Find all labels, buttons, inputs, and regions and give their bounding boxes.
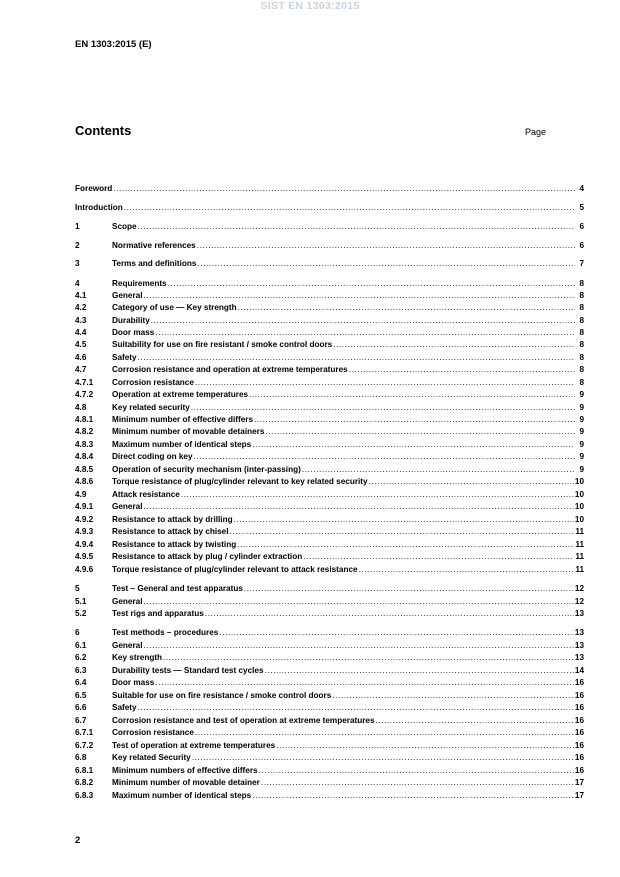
toc-entry[interactable] bbox=[75, 740, 584, 752]
toc-entry-number: 3 bbox=[75, 259, 80, 268]
toc-entry-page: 8 bbox=[579, 353, 584, 362]
toc-entry-number: 4.9.5 bbox=[75, 552, 94, 561]
toc-entry-title: Test of operation at extreme temperatures bbox=[112, 741, 276, 750]
toc-entry-title: Suitability for use on fire resistant / smoke control doors bbox=[112, 340, 333, 349]
toc-dot-leader bbox=[261, 777, 574, 789]
toc-entry[interactable] bbox=[75, 777, 584, 789]
toc-entry-title: General bbox=[112, 502, 143, 511]
toc-dot-leader bbox=[237, 539, 574, 551]
toc-entry[interactable] bbox=[75, 627, 584, 639]
toc-entry[interactable] bbox=[75, 389, 584, 401]
toc-entry[interactable] bbox=[75, 690, 584, 702]
toc-entry-title: Safety bbox=[112, 353, 137, 362]
toc-entry-number: 4.6 bbox=[75, 353, 87, 362]
toc-entry[interactable] bbox=[75, 364, 584, 376]
toc-entry[interactable] bbox=[75, 514, 584, 526]
toc-entry-number: 6.6 bbox=[75, 703, 87, 712]
toc-entry[interactable] bbox=[75, 677, 584, 689]
toc-entry[interactable] bbox=[75, 339, 584, 351]
toc-dot-leader bbox=[234, 514, 574, 526]
toc-entry-number: 4.9.6 bbox=[75, 565, 94, 574]
toc-entry[interactable] bbox=[75, 702, 584, 714]
toc-dot-leader bbox=[265, 426, 575, 438]
contents-heading: Contents bbox=[75, 123, 132, 138]
toc-entry-page: 6 bbox=[579, 222, 584, 231]
page-number: 2 bbox=[75, 835, 81, 846]
toc-entry-page: 8 bbox=[579, 291, 584, 300]
toc-entry-page: 9 bbox=[579, 440, 584, 449]
toc-entry-title: Corrosion resistance bbox=[112, 728, 194, 737]
toc-entry-title: Scope bbox=[112, 222, 137, 231]
toc-entry[interactable] bbox=[75, 665, 584, 677]
toc-entry[interactable] bbox=[75, 652, 584, 664]
toc-entry-title: Requirements bbox=[112, 279, 167, 288]
toc-entry-number: 6.8.2 bbox=[75, 778, 94, 787]
toc-entry[interactable] bbox=[75, 426, 584, 438]
toc-entry-page: 16 bbox=[574, 766, 584, 775]
toc-dot-leader bbox=[249, 389, 575, 401]
toc-entry-page: 11 bbox=[575, 565, 584, 574]
watermark: SIST EN 1303:2015 bbox=[260, 0, 360, 12]
toc-entry[interactable] bbox=[75, 315, 584, 327]
toc-entry[interactable] bbox=[75, 278, 584, 290]
toc-entry[interactable] bbox=[75, 302, 584, 314]
toc-dot-leader bbox=[113, 183, 575, 195]
toc-entry-number: 4.9.4 bbox=[75, 540, 94, 549]
toc-entry-number: 4.4 bbox=[75, 328, 87, 337]
toc-entry-number: 4.8.5 bbox=[75, 465, 94, 474]
toc-dot-leader bbox=[276, 740, 574, 752]
toc-entry-title: Operation at extreme temperatures bbox=[112, 390, 249, 399]
toc-entry-title: Maximum number of identical steps bbox=[112, 440, 252, 449]
toc-entry-number: 5.1 bbox=[75, 597, 87, 606]
toc-dot-leader bbox=[376, 715, 574, 727]
toc-entry-number: 4.7.1 bbox=[75, 378, 94, 387]
toc-dot-leader bbox=[302, 464, 575, 476]
toc-entry-page: 4 bbox=[579, 184, 584, 193]
toc-entry-title: Corrosion resistance and test of operation at extreme temperatures bbox=[112, 716, 375, 725]
toc-entry-page: 13 bbox=[574, 628, 584, 637]
toc-entry-number: 6.8.1 bbox=[75, 766, 94, 775]
toc-entry-title: Resistance to attack by chisel bbox=[112, 527, 229, 536]
toc-dot-leader bbox=[138, 221, 575, 233]
toc-entry[interactable] bbox=[75, 583, 584, 595]
toc-entry-title: Operation of security mechanism (inter-passing) bbox=[112, 465, 301, 474]
toc-entry[interactable] bbox=[75, 489, 584, 501]
toc-entry-number: 6.7.1 bbox=[75, 728, 94, 737]
toc-entry[interactable] bbox=[75, 596, 584, 608]
toc-entry-title: Test – General and test apparatus bbox=[112, 584, 243, 593]
toc-entry[interactable] bbox=[75, 790, 584, 802]
toc-dot-leader bbox=[124, 202, 575, 214]
toc-entry-page: 13 bbox=[574, 653, 584, 662]
toc-entry-number: 6.8 bbox=[75, 753, 87, 762]
toc-entry[interactable] bbox=[75, 402, 584, 414]
toc-entry[interactable] bbox=[75, 476, 584, 488]
toc-dot-leader bbox=[155, 327, 575, 339]
toc-dot-leader bbox=[197, 258, 575, 270]
toc-entry-page: 8 bbox=[579, 340, 584, 349]
toc-dot-leader bbox=[332, 690, 574, 702]
toc-dot-leader bbox=[265, 665, 574, 677]
page-column-label: Page bbox=[525, 127, 547, 137]
toc-entry-number: 4.7 bbox=[75, 365, 87, 374]
toc-entry-number: 4.5 bbox=[75, 340, 87, 349]
toc-entry-number: 2 bbox=[75, 241, 80, 250]
toc-entry-title: Door mass bbox=[112, 328, 155, 337]
toc-dot-leader bbox=[192, 752, 574, 764]
toc-entry-page: 6 bbox=[579, 241, 584, 250]
toc-entry[interactable] bbox=[75, 752, 584, 764]
toc-dot-leader bbox=[144, 596, 574, 608]
toc-entry-number: 6.7 bbox=[75, 716, 87, 725]
toc-dot-leader bbox=[151, 315, 575, 327]
toc-entry-title: General bbox=[112, 291, 143, 300]
toc-entry-title: Attack resistance bbox=[112, 490, 180, 499]
toc-entry-number: 4.2 bbox=[75, 303, 87, 312]
toc-entry-title: Durability bbox=[112, 316, 150, 325]
toc-entry-number: 1 bbox=[75, 222, 80, 231]
toc-entry-number: 4.1 bbox=[75, 291, 87, 300]
toc-entry[interactable] bbox=[75, 290, 584, 302]
toc-entry-page: 14 bbox=[574, 666, 584, 675]
toc-entry[interactable] bbox=[75, 202, 584, 214]
toc-entry-page: 16 bbox=[574, 703, 584, 712]
toc-entry-page: 10 bbox=[574, 515, 584, 524]
toc-entry[interactable] bbox=[75, 608, 584, 620]
toc-entry-page: 8 bbox=[579, 303, 584, 312]
toc-entry-title: Minimum number of movable detainers bbox=[112, 427, 265, 436]
toc-entry-title: Minimum numbers of effective differs bbox=[112, 766, 258, 775]
toc-entry-title: Key strength bbox=[112, 653, 163, 662]
toc-entry-number: 4.9.2 bbox=[75, 515, 94, 524]
toc-entry-page: 7 bbox=[579, 259, 584, 268]
toc-entry-page: 9 bbox=[579, 427, 584, 436]
toc-entry[interactable] bbox=[75, 327, 584, 339]
toc-entry-page: 9 bbox=[579, 465, 584, 474]
toc-entry-number: 6.7.2 bbox=[75, 741, 94, 750]
toc-entry-title: Minimum number of movable detainer bbox=[112, 778, 260, 787]
toc-entry-number: 4.8.6 bbox=[75, 477, 94, 486]
toc-entry-page: 8 bbox=[579, 365, 584, 374]
toc-entry-page: 16 bbox=[574, 716, 584, 725]
toc-entry-page: 10 bbox=[574, 502, 584, 511]
toc-entry-number: 6.8.3 bbox=[75, 791, 94, 800]
toc-entry[interactable] bbox=[75, 564, 584, 576]
toc-entry-page: 16 bbox=[574, 741, 584, 750]
toc-entry[interactable] bbox=[75, 221, 584, 233]
toc-entry[interactable] bbox=[75, 715, 584, 727]
toc-entry[interactable] bbox=[75, 439, 584, 451]
toc-dot-leader bbox=[359, 564, 575, 576]
toc-entry-title: Resistance to attack by plug / cylinder extraction bbox=[112, 552, 303, 561]
toc-entry-title: Torque resistance of plug/cylinder relevant to attack resistance bbox=[112, 565, 358, 574]
toc-entry[interactable] bbox=[75, 765, 584, 777]
toc-entry-number: 5 bbox=[75, 584, 80, 593]
toc-entry-title: Terms and definitions bbox=[112, 259, 197, 268]
toc-entry-page: 16 bbox=[574, 728, 584, 737]
toc-dot-leader bbox=[144, 290, 576, 302]
toc-dot-leader bbox=[168, 278, 575, 290]
toc-entry-title: Torque resistance of plug/cylinder relevant to key related security bbox=[112, 477, 368, 486]
toc-entry-number: 6.5 bbox=[75, 691, 87, 700]
toc-entry-title: Door mass bbox=[112, 678, 155, 687]
toc-entry-title: Normative references bbox=[112, 241, 196, 250]
toc-dot-leader bbox=[144, 501, 574, 513]
toc-entry-page: 8 bbox=[579, 316, 584, 325]
toc-entry-page: 9 bbox=[579, 403, 584, 412]
toc-dot-leader bbox=[230, 526, 575, 538]
toc-entry[interactable] bbox=[75, 352, 584, 364]
toc-entry-page: 8 bbox=[579, 328, 584, 337]
toc-entry-number: 4.9 bbox=[75, 490, 87, 499]
toc-entry[interactable] bbox=[75, 451, 584, 463]
toc-entry[interactable] bbox=[75, 258, 584, 270]
toc-entry[interactable] bbox=[75, 183, 584, 195]
toc-entry-number: 4.8.4 bbox=[75, 452, 94, 461]
toc-dot-leader bbox=[252, 790, 574, 802]
toc-entry[interactable] bbox=[75, 501, 584, 513]
toc-entry-page: 9 bbox=[579, 415, 584, 424]
toc-entry-page: 16 bbox=[574, 753, 584, 762]
toc-entry-page: 13 bbox=[574, 609, 584, 618]
toc-entry-page: 5 bbox=[579, 203, 584, 212]
toc-dot-leader bbox=[155, 677, 574, 689]
toc-dot-leader bbox=[219, 627, 574, 639]
toc-entry-number: 4 bbox=[75, 279, 80, 288]
toc-entry-title: Test methods – procedures bbox=[112, 628, 219, 637]
toc-entry-page: 12 bbox=[574, 584, 584, 593]
toc-dot-leader bbox=[238, 302, 575, 314]
toc-entry[interactable] bbox=[75, 526, 584, 538]
toc-dot-leader bbox=[144, 640, 574, 652]
toc-entry-number: 6.4 bbox=[75, 678, 87, 687]
toc-entry-title: Direct coding on key bbox=[112, 452, 193, 461]
toc-entry-title: Corrosion resistance bbox=[112, 378, 194, 387]
toc-entry-title: Key related Security bbox=[112, 753, 191, 762]
toc-dot-leader bbox=[205, 608, 574, 620]
toc-entry-page: 11 bbox=[575, 552, 584, 561]
toc-entry[interactable] bbox=[75, 377, 584, 389]
toc-dot-leader bbox=[254, 414, 575, 426]
toc-entry[interactable] bbox=[75, 727, 584, 739]
toc-entry-page: 11 bbox=[575, 540, 584, 549]
toc-entry-page: 16 bbox=[574, 691, 584, 700]
toc-dot-leader bbox=[138, 702, 574, 714]
toc-entry-number: 4.3 bbox=[75, 316, 87, 325]
toc-dot-leader bbox=[195, 377, 575, 389]
toc-entry-title: Foreword bbox=[75, 184, 113, 193]
toc-entry-title: Safety bbox=[112, 703, 137, 712]
toc-entry-title: Minimum number of effective differs bbox=[112, 415, 254, 424]
toc-entry-page: 10 bbox=[574, 477, 584, 486]
toc-dot-leader bbox=[252, 439, 575, 451]
toc-dot-leader bbox=[194, 451, 575, 463]
toc-entry[interactable] bbox=[75, 640, 584, 652]
toc-entry-title: Test rigs and apparatus bbox=[112, 609, 204, 618]
toc-entry-page: 13 bbox=[574, 641, 584, 650]
toc-dot-leader bbox=[163, 652, 574, 664]
toc-entry-number: 4.8.3 bbox=[75, 440, 94, 449]
toc-entry-title: General bbox=[112, 597, 143, 606]
document-identifier: EN 1303:2015 (E) bbox=[75, 39, 152, 50]
toc-entry-title: Key related security bbox=[112, 403, 190, 412]
toc-entry-page: 8 bbox=[579, 378, 584, 387]
toc-dot-leader bbox=[195, 727, 574, 739]
toc-dot-leader bbox=[349, 364, 575, 376]
toc-dot-leader bbox=[181, 489, 574, 501]
toc-entry-title: Corrosion resistance and operation at extreme temperatures bbox=[112, 365, 348, 374]
toc-entry-page: 17 bbox=[574, 778, 584, 787]
toc-entry-page: 10 bbox=[574, 490, 584, 499]
toc-entry-page: 9 bbox=[579, 390, 584, 399]
toc-entry-title: Resistance to attack by twisting bbox=[112, 540, 237, 549]
toc-entry-number: 4.7.2 bbox=[75, 390, 94, 399]
toc-entry-title: Category of use — Key strength bbox=[112, 303, 237, 312]
toc-entry-number: 4.8.1 bbox=[75, 415, 94, 424]
toc-entry-number: 6.1 bbox=[75, 641, 87, 650]
toc-entry-page: 9 bbox=[579, 452, 584, 461]
toc-entry-page: 8 bbox=[579, 279, 584, 288]
toc-entry-number: 5.2 bbox=[75, 609, 87, 618]
toc-dot-leader bbox=[369, 476, 574, 488]
toc-entry-number: 4.8.2 bbox=[75, 427, 94, 436]
toc-entry-page: 16 bbox=[574, 678, 584, 687]
toc-entry-title: General bbox=[112, 641, 143, 650]
toc-entry-title: Durability tests — Standard test cycles bbox=[112, 666, 264, 675]
toc-entry-title: Resistance to attack by drilling bbox=[112, 515, 233, 524]
toc-entry-title: Introduction bbox=[75, 203, 123, 212]
toc-entry-number: 6.3 bbox=[75, 666, 87, 675]
toc-entry-title: Suitable for use on fire resistance / smoke control doors bbox=[112, 691, 332, 700]
toc-entry[interactable] bbox=[75, 464, 584, 476]
toc-entry-page: 11 bbox=[575, 527, 584, 536]
toc-entry-number: 6.2 bbox=[75, 653, 87, 662]
toc-entry-page: 17 bbox=[574, 791, 584, 800]
toc-entry-page: 12 bbox=[574, 597, 584, 606]
toc-entry[interactable] bbox=[75, 551, 584, 563]
toc-entry-number: 4.9.3 bbox=[75, 527, 94, 536]
toc-entry[interactable] bbox=[75, 240, 584, 252]
toc-dot-leader bbox=[197, 240, 575, 252]
toc-dot-leader bbox=[303, 551, 574, 563]
toc-dot-leader bbox=[244, 583, 574, 595]
toc-entry-number: 4.9.1 bbox=[75, 502, 94, 511]
toc-entry[interactable] bbox=[75, 539, 584, 551]
toc-entry[interactable] bbox=[75, 414, 584, 426]
toc-entry-title: Maximum number of identical steps bbox=[112, 791, 252, 800]
toc-dot-leader bbox=[259, 765, 574, 777]
toc-entry-number: 6 bbox=[75, 628, 80, 637]
toc-dot-leader bbox=[138, 352, 575, 364]
toc-dot-leader bbox=[333, 339, 575, 351]
toc-entry-number: 4.8 bbox=[75, 403, 87, 412]
toc-dot-leader bbox=[191, 402, 575, 414]
